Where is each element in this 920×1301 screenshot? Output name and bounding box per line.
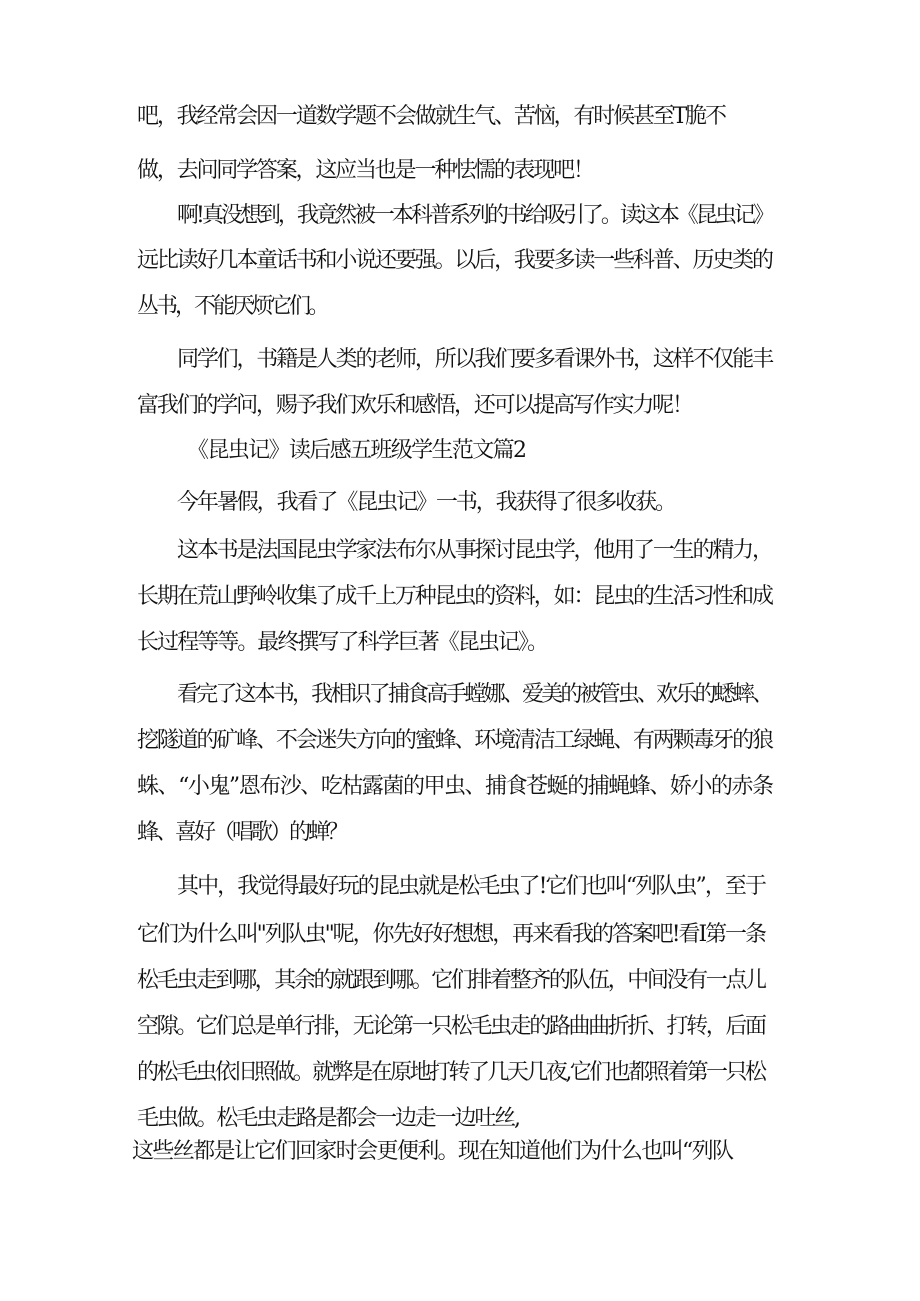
text-line-20: 空隙。它们总是单行排，无论第一只松毛虫走的路曲曲折折、打转，后面 <box>137 1014 765 1039</box>
text-line-9: 今年暑假，我看了《昆虫记》一书，我获得了很多收获。 <box>177 490 675 515</box>
text-line-2: 做，去问同学答案，这应当也是一种怯懦的表现吧！ <box>137 158 593 183</box>
text-line-12: 长过程等等。最终撰写了科学巨著《昆虫记》。 <box>137 630 548 655</box>
text-line-5: 丛书，不能厌烦它们。 <box>137 294 328 319</box>
text-line-3: 啊!真没想到，我竟然被一本科普系列的书给吸引了。读这本《昆虫记》 <box>177 203 772 228</box>
text-line-13: 看完了这本书，我相识了捕食高手螳娜、爱美的被管虫、欢乐的蟋蟀、 <box>177 682 772 707</box>
text-line-7: 富我们的学问，赐予我们欢乐和感悟，还可以提高写作实力呢！ <box>137 393 692 418</box>
text-line-15: 蛛、“小鬼”恩布沙、吃枯露菌的甲虫、捕食苍蜒的捕蝇蜂、娇小的赤条 <box>137 774 773 799</box>
text-line-18: 它们为什么叫"列队虫"呢，你先好好想想，再来看我的答案吧!看I第一条 <box>137 922 765 947</box>
text-line-23: 这些丝都是让它们回家时会更便利。现在知道他们为什么也叫“列队 <box>132 1139 733 1164</box>
text-line-14: 挖隧道的矿峰、不会迷失方向的蜜蜂、环境清洁工绿蝇、有两颗毒牙的狼 <box>137 728 772 753</box>
text-line-6: 同学们，书籍是人类的老师，所以我们要多看课外书，这样不仅能丰 <box>177 347 772 372</box>
text-line-21: 的松毛虫依旧照做。就弊是在原地打转了几天几夜,它们也都照着第一只松 <box>137 1060 765 1085</box>
section-heading: 《昆虫记》读后感五班级学生范文篇2 <box>187 438 526 463</box>
text-line-16: 蜂、喜好（唱歌）的蝉？ <box>137 820 347 845</box>
text-line-22: 毛虫做。松毛虫走路是都会一边走一边吐丝, <box>137 1106 519 1131</box>
text-line-19: 松毛虫走到哪，其余的就跟到哪。它们排着整齐的队伍，中间没有一点儿 <box>137 968 765 993</box>
text-line-4: 远比读好几本童话书和小说还要强。以后，我要多读一些科普、历史类的 <box>137 248 772 273</box>
text-line-10: 这本书是法国昆虫学家法布尔从事探讨昆虫学，他用了一生的精力， <box>177 538 772 563</box>
text-line-11: 长期在荒山野岭收集了成千上万种昆虫的资料，如：昆虫的生活习性和成 <box>137 584 772 609</box>
text-line-17: 其中，我觉得最好玩的昆虫就是松毛虫了!它们也叫“列队虫”，至于 <box>177 874 766 899</box>
text-line-1: 吧，我经常会因一道数学题不会做就生气、苦恼，有时候甚至T脆不 <box>137 104 725 129</box>
